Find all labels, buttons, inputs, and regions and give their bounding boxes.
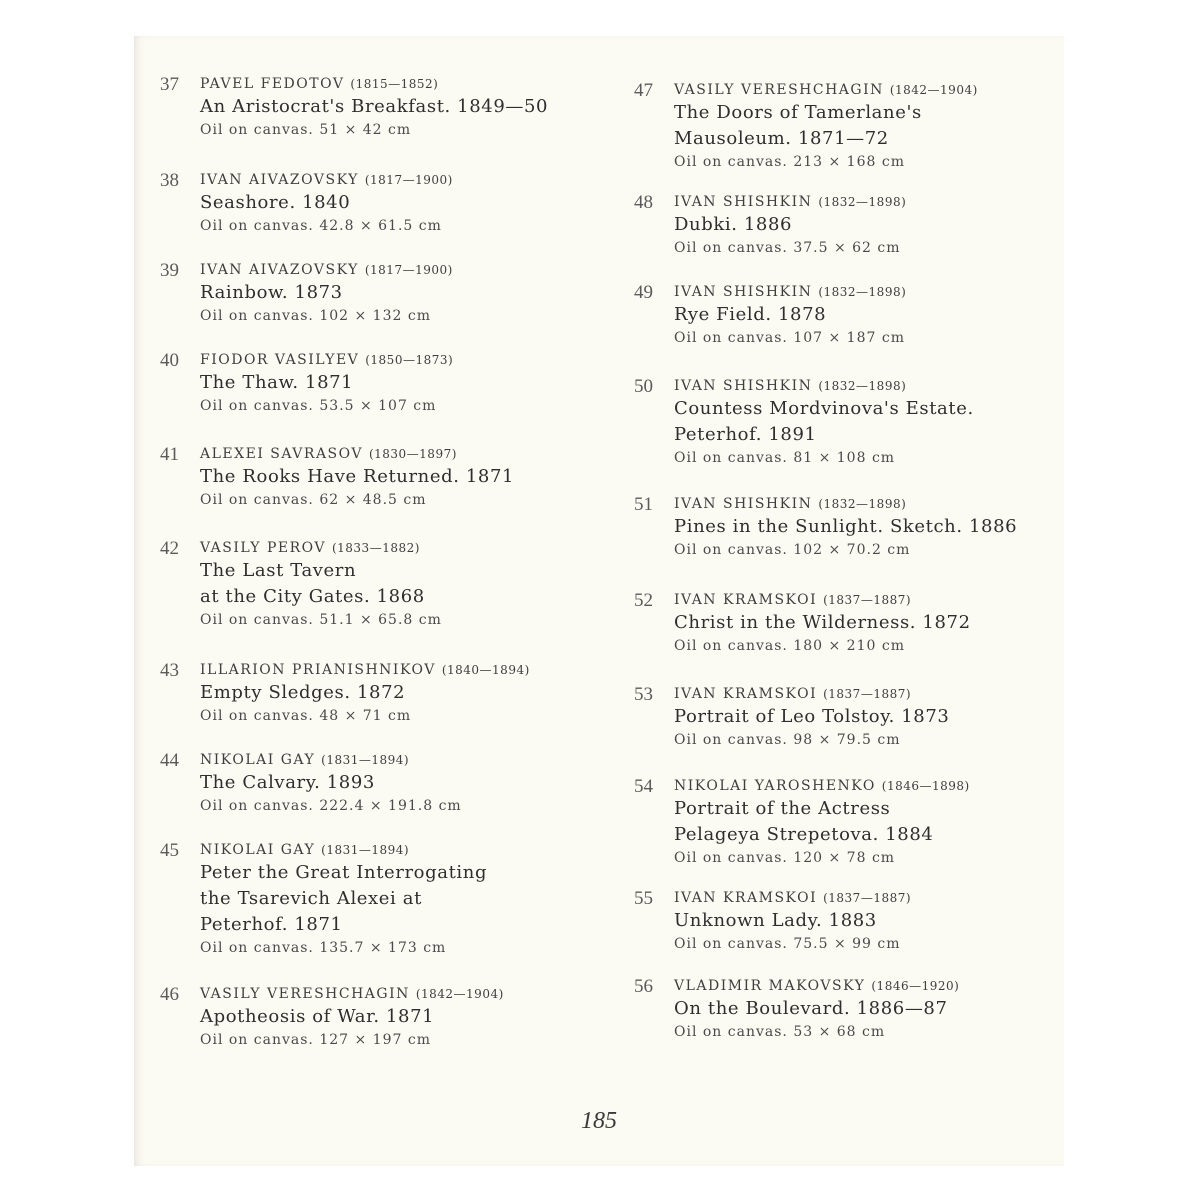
artist-dates: (1837—1887) [823, 687, 912, 701]
artist-name: IVAN KRAMSKOI [674, 592, 818, 608]
entry-body [674, 192, 906, 258]
artwork-title: Pines in the Sunlight. Sketch. 1886 [674, 516, 1018, 537]
entry-number: 41 [160, 444, 179, 465]
artwork-title: Empty Sledges. 1872 [200, 682, 406, 703]
entry-number: 49 [634, 282, 653, 303]
artist-name: IVAN SHISHKIN [674, 378, 813, 394]
entry-number: 38 [160, 170, 179, 191]
artist-line [674, 494, 1017, 514]
entry-number: 48 [634, 192, 653, 213]
entry-number: 39 [160, 260, 179, 281]
artist-name: VLADIMIR MAKOVSKY [674, 978, 866, 994]
artist-line [674, 976, 959, 996]
entry-number: 44 [160, 750, 179, 771]
artist-line [674, 590, 971, 610]
entry-number: 56 [634, 976, 653, 997]
artist-line [674, 282, 906, 302]
artist-line [674, 888, 911, 908]
artwork-medium: Oil on canvas. 127 × 197 cm [200, 1032, 431, 1048]
artwork-medium: Oil on canvas. 42.8 × 61.5 cm [200, 218, 442, 234]
entry-body [674, 282, 906, 348]
artwork-medium: Oil on canvas. 81 × 108 cm [674, 450, 896, 466]
artwork-title: Countess Mordvinova's Estate. [674, 398, 974, 419]
entry-body [674, 976, 959, 1042]
artwork-medium: Oil on canvas. 213 × 168 cm [674, 154, 905, 170]
artist-dates: (1817—1900) [364, 173, 453, 187]
artwork-medium: Oil on canvas. 98 × 79.5 cm [674, 732, 901, 748]
entry-number: 54 [634, 776, 653, 797]
artist-dates: (1831—1894) [321, 753, 410, 767]
artist-dates: (1833—1882) [331, 541, 420, 555]
artwork-title: The Doors of Tamerlane's [674, 102, 922, 123]
artist-name: VASILY VERESHCHAGIN [200, 986, 410, 1002]
artwork-medium: Oil on canvas. 180 × 210 cm [674, 638, 905, 654]
entry-body [674, 80, 978, 172]
entry-number: 51 [634, 494, 653, 515]
entry-number: 37 [160, 74, 179, 95]
artwork-title: Rye Field. 1878 [674, 304, 827, 325]
artwork-title: Portrait of the Actress [674, 798, 891, 819]
artwork-title: Christ in the Wilderness. 1872 [674, 612, 971, 633]
artist-name: IVAN SHISHKIN [674, 496, 813, 512]
entry-number: 40 [160, 350, 179, 371]
artwork-title: Unknown Lady. 1883 [674, 910, 877, 931]
artist-name: IVAN SHISHKIN [674, 194, 813, 210]
artwork-title: The Rooks Have Returned. 1871 [200, 466, 515, 487]
artwork-medium: Oil on canvas. 53.5 × 107 cm [200, 398, 437, 414]
artwork-medium: Oil on canvas. 135.7 × 173 cm [200, 940, 447, 956]
artist-dates: (1817—1900) [364, 263, 453, 277]
artist-dates: (1842—1904) [415, 987, 504, 1001]
artist-dates: (1850—1873) [365, 353, 454, 367]
right-column [134, 36, 1064, 1166]
artwork-medium: Oil on canvas. 102 × 70.2 cm [674, 542, 911, 558]
artist-name: NIKOLAI GAY [200, 752, 316, 768]
entry-number: 43 [160, 660, 179, 681]
artwork-title: An Aristocrat's Breakfast. 1849—50 [200, 96, 549, 117]
artwork-title: Apotheosis of War. 1871 [200, 1006, 435, 1027]
artwork-medium: Oil on canvas. 222.4 × 191.8 cm [200, 798, 462, 814]
artwork-title: Peterhof. 1891 [674, 424, 817, 445]
artwork-medium: Oil on canvas. 53 × 68 cm [674, 1024, 886, 1040]
artist-dates: (1832—1898) [818, 195, 907, 209]
artist-name: NIKOLAI YAROSHENKO [674, 778, 876, 794]
entry-body [674, 776, 970, 868]
artist-dates: (1830—1897) [368, 447, 457, 461]
entry-body [674, 376, 974, 468]
artwork-medium: Oil on canvas. 51.1 × 65.8 cm [200, 612, 442, 628]
artwork-title: Portrait of Leo Tolstoy. 1873 [674, 706, 950, 727]
artwork-title: Dubki. 1886 [674, 214, 793, 235]
entry-number: 42 [160, 538, 179, 559]
artwork-medium: Oil on canvas. 102 × 132 cm [200, 308, 431, 324]
artwork-title: Mausoleum. 1871—72 [674, 128, 889, 149]
artwork-title: Seashore. 1840 [200, 192, 351, 213]
artist-dates: (1846—1920) [871, 979, 960, 993]
artist-dates: (1832—1898) [818, 497, 907, 511]
artist-name: ILLARION PRIANISHNIKOV [200, 662, 436, 678]
artist-name: IVAN KRAMSKOI [674, 686, 818, 702]
artwork-medium: Oil on canvas. 62 × 48.5 cm [200, 492, 427, 508]
artwork-title: Pelageya Strepetova. 1884 [674, 824, 934, 845]
artist-name: NIKOLAI GAY [200, 842, 316, 858]
artwork-medium: Oil on canvas. 107 × 187 cm [674, 330, 905, 346]
artist-name: FIODOR VASILYEV [200, 352, 360, 368]
artwork-title: Rainbow. 1873 [200, 282, 343, 303]
artwork-medium: Oil on canvas. 48 × 71 cm [200, 708, 412, 724]
artist-dates: (1832—1898) [818, 379, 907, 393]
artist-line [674, 684, 949, 704]
entry-body [674, 494, 1017, 560]
entry-body [674, 684, 949, 750]
artist-name: VASILY PEROV [200, 540, 327, 556]
artist-dates: (1842—1904) [889, 83, 978, 97]
artist-name: IVAN KRAMSKOI [674, 890, 818, 906]
artwork-medium: Oil on canvas. 75.5 × 99 cm [674, 936, 901, 952]
artist-name: VASILY VERESHCHAGIN [674, 82, 884, 98]
artwork-title: at the City Gates. 1868 [200, 586, 425, 607]
entry-number: 45 [160, 840, 179, 861]
artwork-title: The Last Tavern [200, 560, 357, 581]
artist-name: ALEXEI SAVRASOV [200, 446, 363, 462]
artwork-title: The Thaw. 1871 [200, 372, 354, 393]
entry-number: 53 [634, 684, 653, 705]
artist-dates: (1837—1887) [823, 891, 912, 905]
artist-dates: (1831—1894) [321, 843, 410, 857]
page-number: 185 [581, 1108, 617, 1134]
artwork-medium: Oil on canvas. 37.5 × 62 cm [674, 240, 901, 256]
artist-line [674, 376, 974, 396]
artwork-medium: Oil on canvas. 51 × 42 cm [200, 122, 412, 138]
artwork-title: The Calvary. 1893 [200, 772, 375, 793]
artist-name: PAVEL FEDOTOV [200, 76, 345, 92]
artist-line [674, 192, 906, 212]
artist-dates: (1815—1852) [350, 77, 439, 91]
entry-number: 50 [634, 376, 653, 397]
entry-number: 52 [634, 590, 653, 611]
artist-line [674, 776, 970, 796]
artwork-title: On the Boulevard. 1886—87 [674, 998, 948, 1019]
artist-name: IVAN AIVAZOVSKY [200, 262, 359, 278]
artist-dates: (1837—1887) [823, 593, 912, 607]
entry-number: 47 [634, 80, 653, 101]
entry-body [674, 590, 971, 656]
artist-dates: (1846—1898) [881, 779, 970, 793]
artwork-title: Peter the Great Interrogating [200, 862, 488, 883]
artist-name: IVAN AIVAZOVSKY [200, 172, 359, 188]
artwork-medium: Oil on canvas. 120 × 78 cm [674, 850, 896, 866]
entry-number: 55 [634, 888, 653, 909]
artist-dates: (1840—1894) [441, 663, 530, 677]
artwork-title: the Tsarevich Alexei at [200, 888, 422, 909]
artist-line [674, 80, 978, 100]
artist-name: IVAN SHISHKIN [674, 284, 813, 300]
artwork-title: Peterhof. 1871 [200, 914, 343, 935]
catalogue-page [134, 36, 1064, 1166]
entry-number: 46 [160, 984, 179, 1005]
entry-body [674, 888, 911, 954]
artist-dates: (1832—1898) [818, 285, 907, 299]
